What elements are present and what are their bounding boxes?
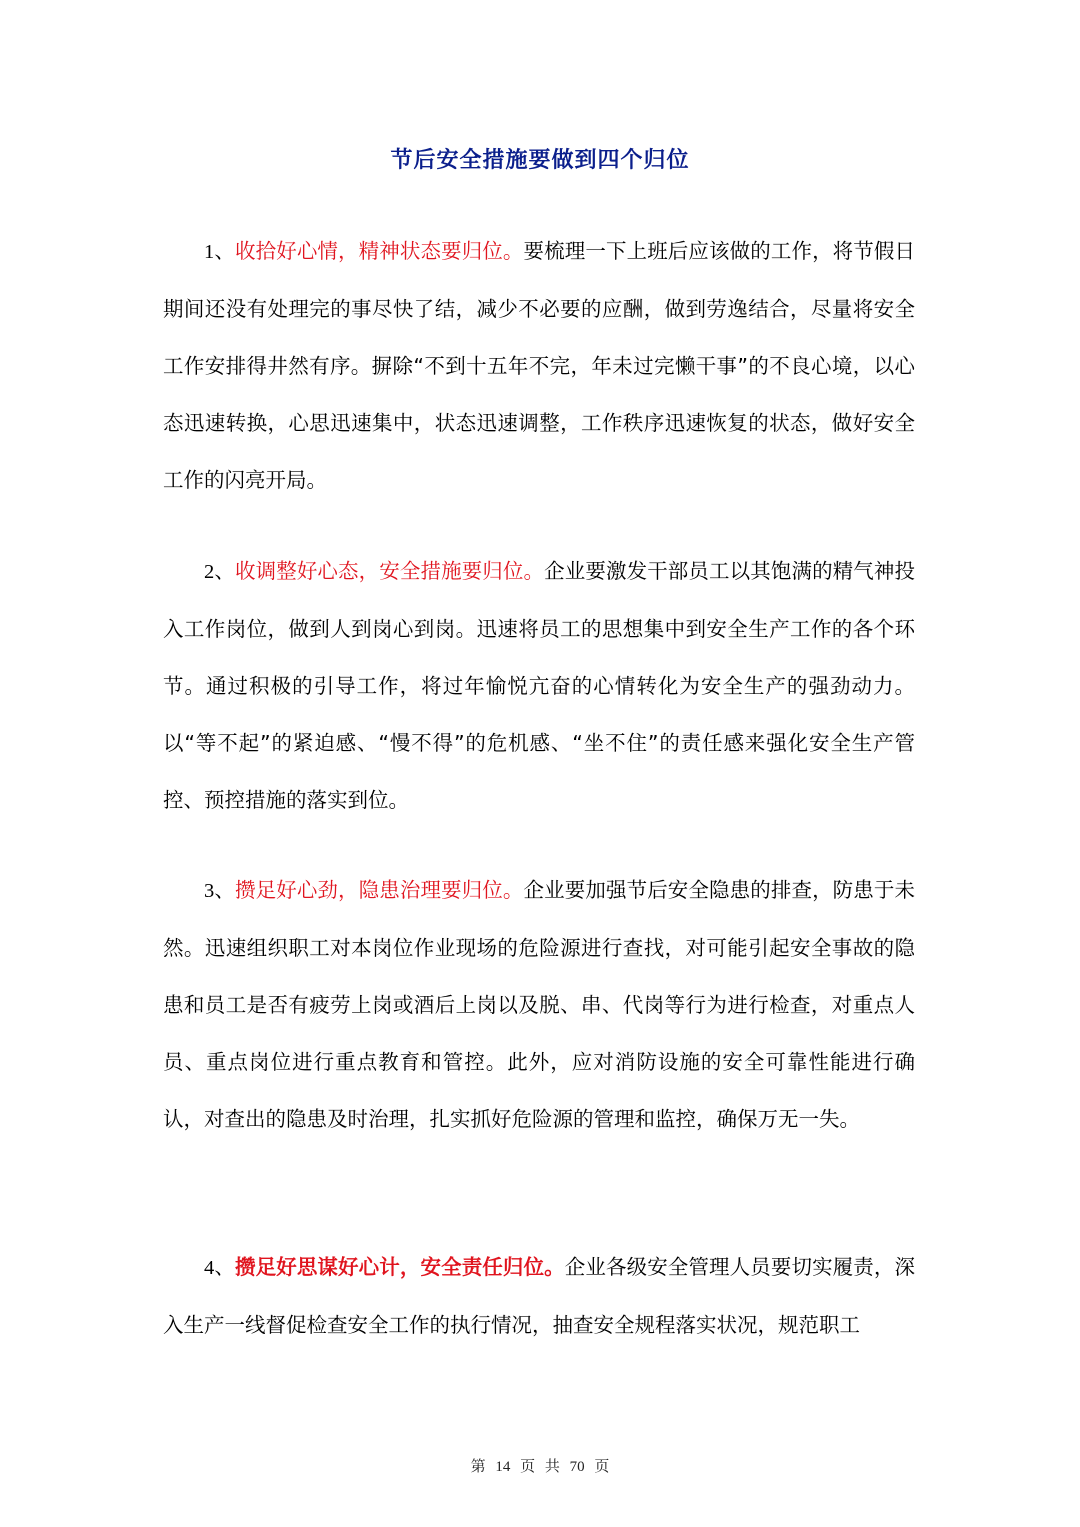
paragraph-lead: 攒足好思谋好心计，安全责任归位。 xyxy=(234,1255,565,1279)
paragraph-3 xyxy=(163,862,915,1148)
paragraph-lead: 收调整好心态，安全措施要归位。 xyxy=(234,559,545,583)
paragraph-body: 企业要加强节后安全隐患的排查，防患于未然。迅速组织职工对本岗位作业现场的危险源进行查找，对可能引起安全事故的隐患和员工是否有疲劳上岗或酒后上岗以及脱、串、代岗等行为进行检查，对重点人员、重点岗位进行重点教育和管控。此外，应对消防设施的安全可靠性能进行确认，对查出的隐患及时治理，扎实抓好危险源的管理和监控，确保万无一失。 xyxy=(163,878,916,1131)
paragraph-lead: 收拾好心情，精神状态要归位。 xyxy=(234,239,524,263)
paragraph-2 xyxy=(163,543,915,829)
paragraph-number: 4、 xyxy=(204,1257,235,1279)
document-title: 节后安全措施要做到四个归位 xyxy=(390,148,690,173)
paragraph-body: 要梳理一下上班后应该做的工作，将节假日期间还没有处理完的事尽快了结，减少不必要的应酬，做到劳逸结合，尽量将安全工作安排得井然有序。摒除“不到十五年不完，年未过完懒干事”的不良心境，以心态迅速转换，心思迅速集中，状态迅速调整，工作秩序迅速恢复的状态，做好安全工作的闪亮开局。 xyxy=(163,239,916,492)
paragraph-number: 2、 xyxy=(204,561,235,583)
page-footer: 第 14 页 共 70 页 xyxy=(470,1459,610,1475)
paragraph-number: 1、 xyxy=(204,241,235,263)
paragraph-body: 企业各级安全管理人员要切实履责，深入生产一线督促检查安全工作的执行情况，抽查安全规程落实状况，规范职工 xyxy=(163,1255,916,1337)
paragraph-body: 企业要激发干部员工以其饱满的精气神投入工作岗位，做到人到岗心到岗。迅速将员工的思想集中到安全生产工作的各个环节。通过积极的引导工作，将过年愉悦亢奋的心情转化为安全生产的强劲动力。以“等不起”的紧迫感、“慢不得”的危机感、“坐不住”的责任感来强化安全生产管控、预控措施的落实到位。 xyxy=(163,559,916,812)
paragraph-1 xyxy=(163,223,915,509)
paragraph-number: 3、 xyxy=(204,880,235,902)
paragraph-4 xyxy=(163,1239,915,1354)
paragraph-lead: 攒足好心劲，隐患治理要归位。 xyxy=(234,878,524,902)
